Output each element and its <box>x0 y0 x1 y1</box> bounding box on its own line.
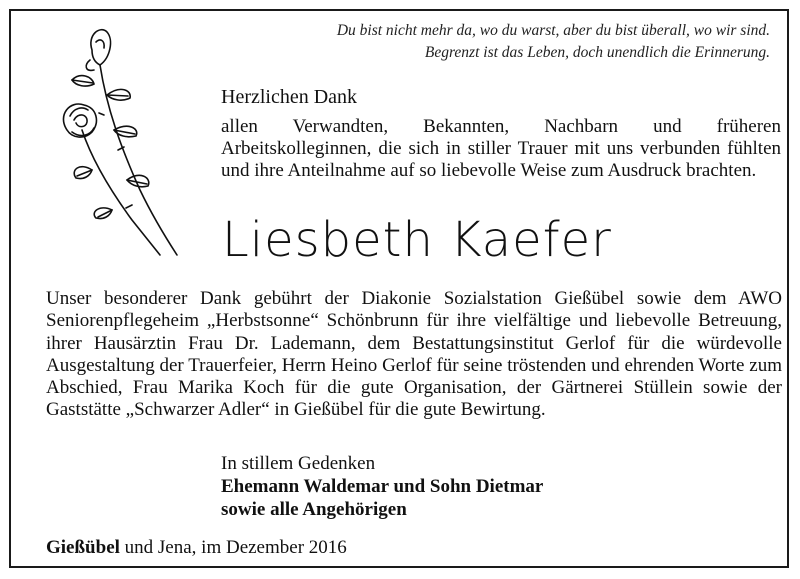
special-thanks-text: Unser besonderer Dank gebührt der Diakonie Sozialstation Gießübel sowie dem AWO Seniorenpflegeheim „Herbstsonne“ Schönbrunn für ihre vielfältige und liebevolle Betreuung, ihrer Hausärztin Frau Dr. Lademann, dem Bestattungsinstitut Gerlof für die würdevolle Ausgestaltung der Trauerfeier, Herrn Heino Gerlof für seine tröstenden und ehrenden Worte zum Abschied, Frau Marika Koch für die gute Organisation, der Gärtnerei Stüllein sowie der Gaststätte „Schwarzer Adler“ in Gießübel für die gute Bewirtung. <box>46 288 782 421</box>
signature-line-1: Ehemann Waldemar und Sohn Dietmar <box>221 476 544 497</box>
quote-line-1: Du bist nicht mehr da, wo du warst, aber du bist überall, wo wir sind. <box>336 22 770 39</box>
place-name: Gießübel <box>46 537 120 558</box>
quote-line-2: Begrenzt ist das Leben, doch unendlich die Erinnerung. <box>424 44 770 61</box>
signature-intro: In stillem Gedenken <box>221 453 376 474</box>
rose-illustration-icon <box>52 20 187 260</box>
place-date-rest: und Jena, im Dezember 2016 <box>119 537 347 558</box>
place-date <box>46 537 347 559</box>
thanks-heading: Herzlichen Dank <box>221 86 358 108</box>
signature-block <box>221 452 543 521</box>
thanks-text: allen Verwandten, Bekannten, Nachbarn und früheren Arbeitskolleginnen, die sich in stiller Trauer mit uns verbunden fühlten und ihre Anteilnahme auf so liebevolle Weise zum Ausdruck brachten. <box>221 116 781 181</box>
signature-line-2: sowie alle Angehörigen <box>221 499 407 520</box>
deceased-name: Liesbeth Kaefer <box>222 212 612 268</box>
epitaph-quote <box>337 20 770 64</box>
